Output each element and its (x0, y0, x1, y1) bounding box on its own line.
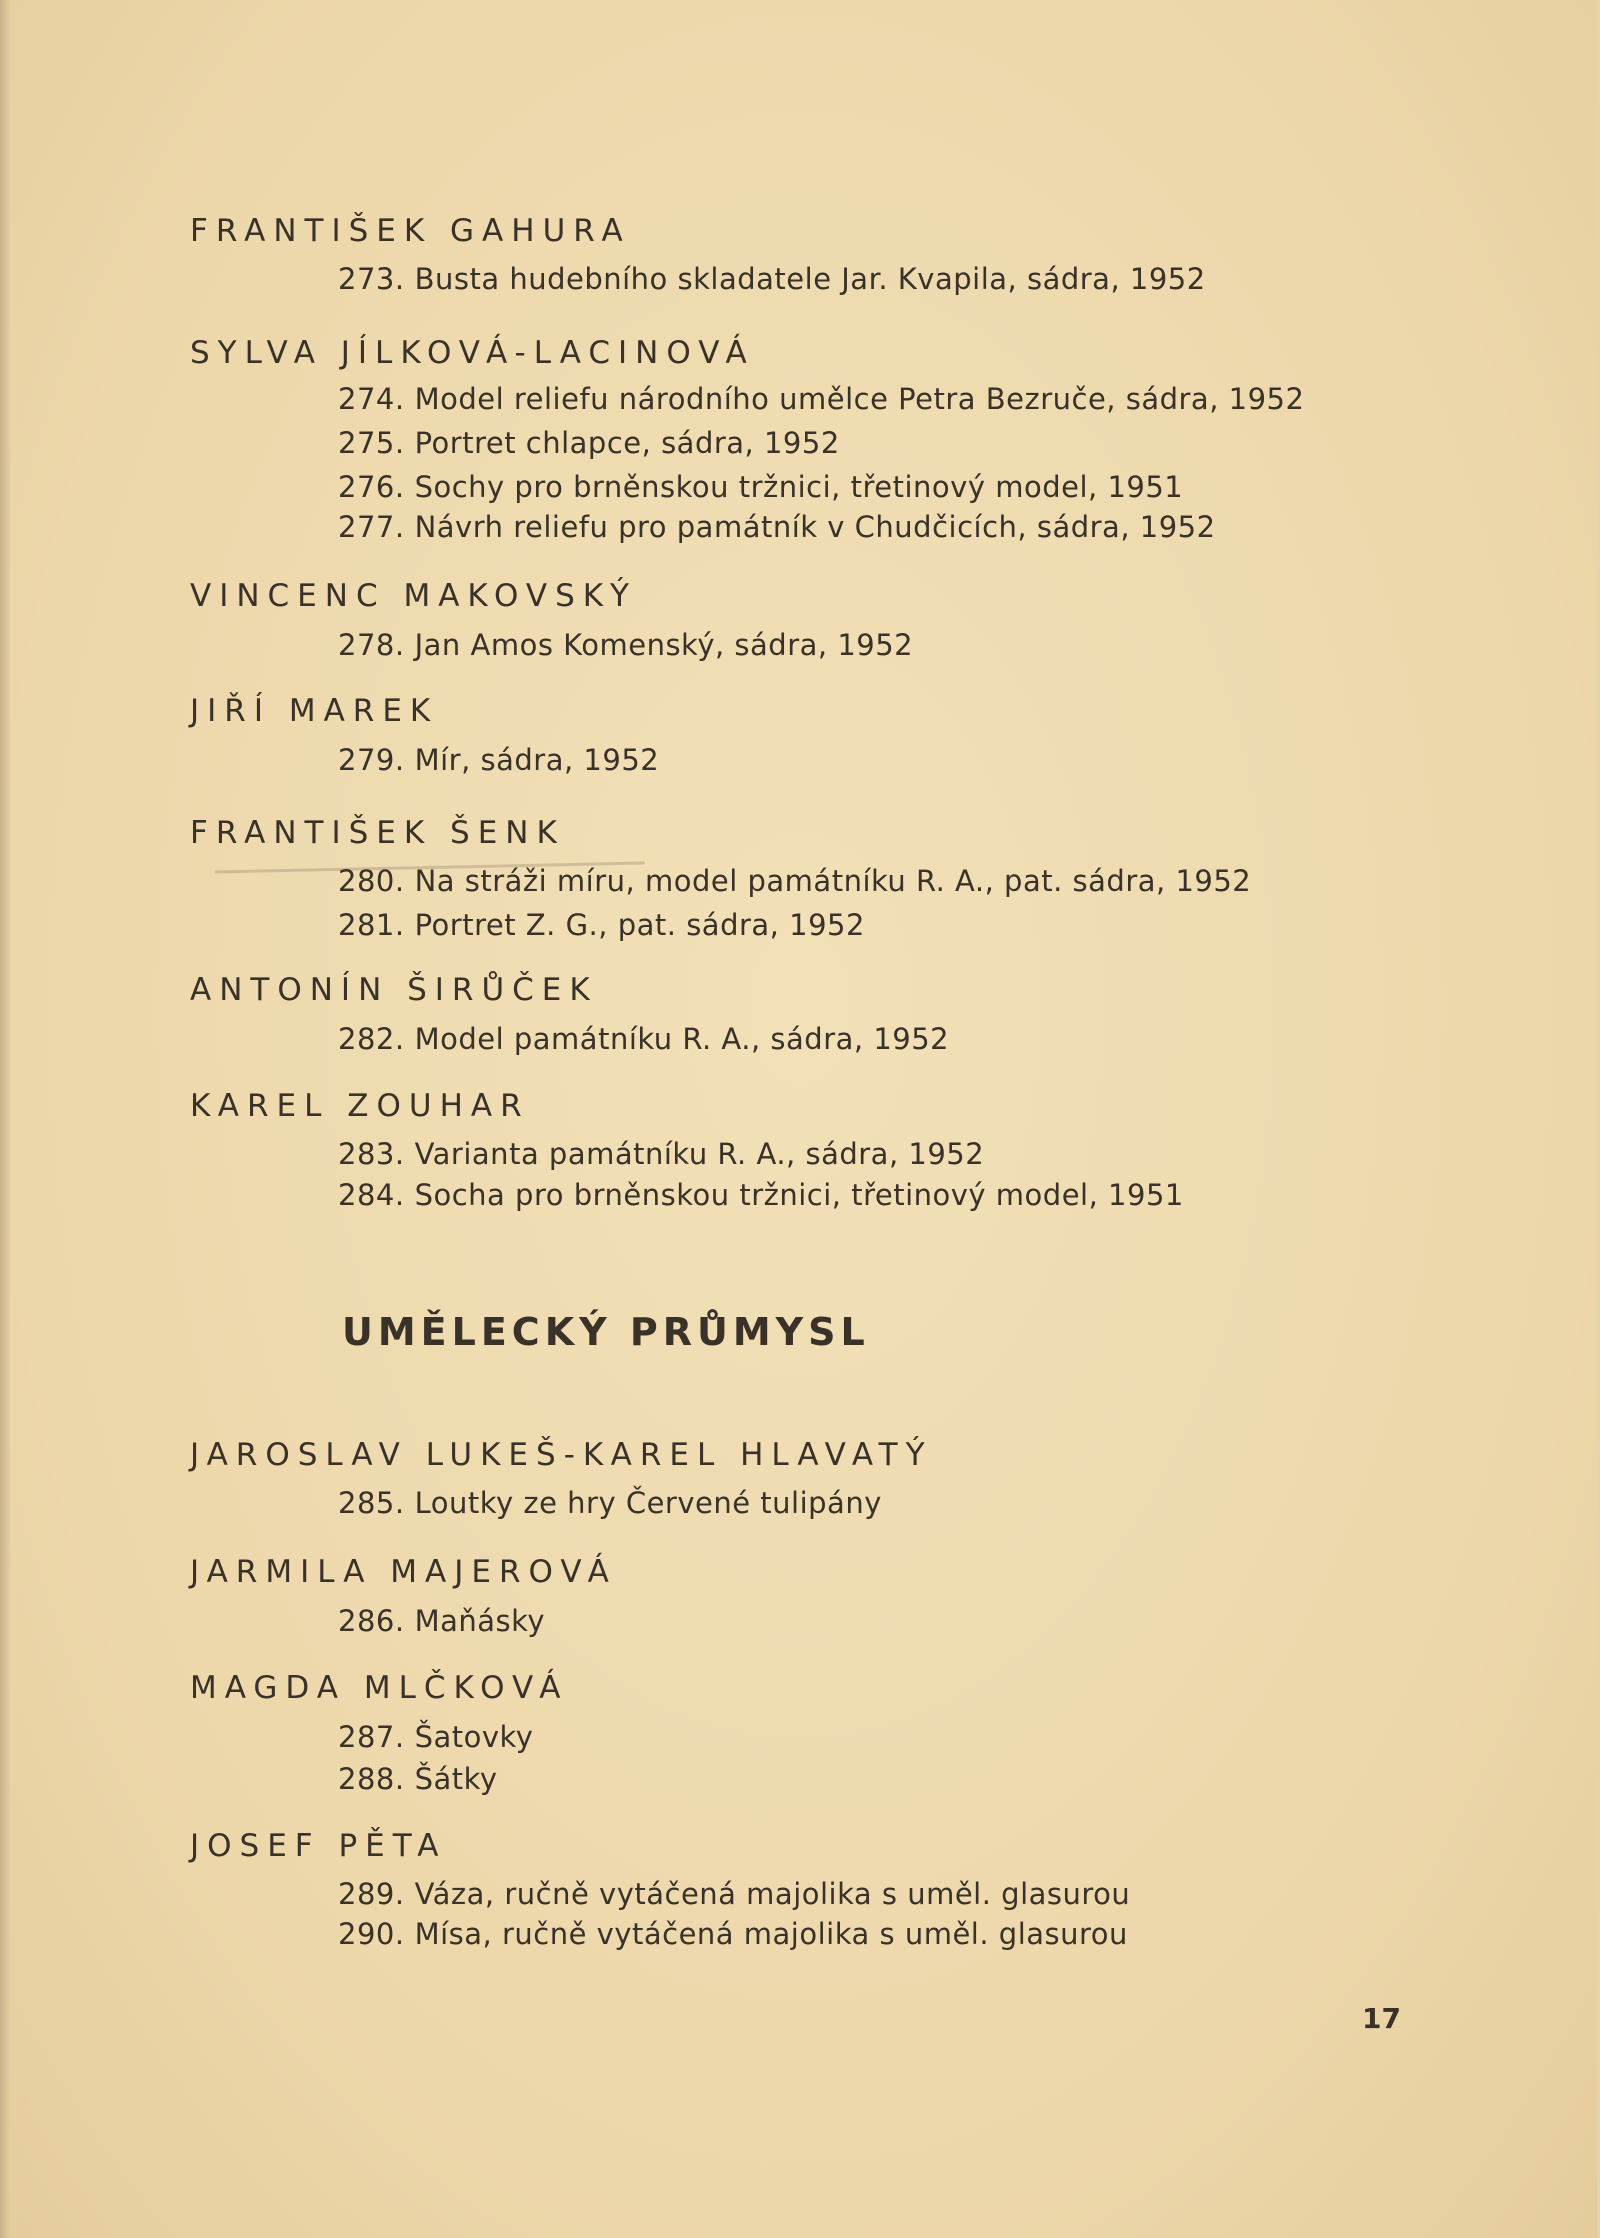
catalog-entry (338, 262, 1206, 296)
artist-name: JOSEF PĚTA (190, 1828, 447, 1864)
artist-name: ANTONÍN ŠIRŮČEK (190, 972, 598, 1008)
entry-text: Loutky ze hry Červené tulipány (414, 1486, 882, 1520)
entry-number: 281. (338, 908, 405, 942)
entry-number: 276. (338, 470, 405, 504)
catalog-entry (338, 426, 840, 460)
entry-number: 274. (338, 382, 405, 416)
artist-name: MAGDA MLČKOVÁ (190, 1670, 569, 1706)
catalog-entry (338, 1877, 1130, 1911)
catalog-entry (338, 1178, 1184, 1212)
entry-number: 288. (338, 1762, 405, 1796)
entry-text: Maňásky (414, 1604, 546, 1638)
entry-text: Socha pro brněnskou tržnici, třetinový model, 1951 (414, 1178, 1184, 1212)
entry-text: Návrh reliefu pro památník v Chudčicích, sádra, 1952 (414, 510, 1216, 544)
entry-number: 282. (338, 1022, 405, 1056)
entry-number: 273. (338, 262, 405, 296)
entry-text: Portret chlapce, sádra, 1952 (414, 426, 840, 460)
catalog-entry (338, 743, 659, 777)
catalog-entry (338, 1486, 882, 1520)
artist-name: JARMILA MAJEROVÁ (190, 1554, 617, 1590)
entry-text: Šatovky (414, 1720, 534, 1754)
page-number: 17 (1362, 2002, 1401, 2035)
entry-number: 289. (338, 1877, 405, 1911)
entry-text: Mír, sádra, 1952 (414, 743, 660, 777)
artist-name: SYLVA JÍLKOVÁ-LACINOVÁ (190, 335, 755, 371)
catalog-entry (338, 864, 1251, 898)
section-title: UMĚLECKÝ PRŮMYSL (342, 1310, 870, 1354)
entry-text: Šátky (414, 1762, 498, 1796)
entry-text: Varianta památníku R. A., sádra, 1952 (414, 1137, 985, 1171)
entry-number: 286. (338, 1604, 405, 1638)
catalog-entry (338, 1917, 1128, 1951)
catalog-entry (338, 1137, 984, 1171)
entry-text: Sochy pro brněnskou tržnici, třetinový model, 1951 (414, 470, 1184, 504)
artist-name: FRANTIŠEK GAHURA (190, 213, 631, 249)
entry-text: Model památníku R. A., sádra, 1952 (414, 1022, 950, 1056)
entry-number: 290. (338, 1917, 405, 1951)
catalog-entry (338, 470, 1183, 504)
catalog-entry (338, 628, 913, 662)
catalog-entry (338, 1720, 533, 1754)
catalog-entry (338, 510, 1216, 544)
entry-number: 280. (338, 864, 405, 898)
artist-name: KAREL ZOUHAR (190, 1088, 530, 1124)
entry-number: 279. (338, 743, 405, 777)
entry-text: Jan Amos Komenský, sádra, 1952 (414, 628, 914, 662)
page-binding-edge (0, 0, 10, 2238)
entry-text: Váza, ručně vytáčená majolika s uměl. glasurou (414, 1877, 1131, 1911)
entry-text: Mísa, ručně vytáčená majolika s uměl. glasurou (414, 1917, 1128, 1951)
entry-text: Na stráži míru, model památníku R. A., pat. sádra, 1952 (414, 864, 1252, 898)
catalog-entry (338, 1604, 545, 1638)
entry-text: Portret Z. G., pat. sádra, 1952 (414, 908, 865, 942)
artist-name: JIŘÍ MAREK (190, 693, 439, 729)
entry-number: 285. (338, 1486, 405, 1520)
catalog-entry (338, 382, 1304, 416)
entry-number: 287. (338, 1720, 405, 1754)
entry-number: 275. (338, 426, 405, 460)
entry-text: Busta hudebního skladatele Jar. Kvapila, sádra, 1952 (414, 262, 1206, 296)
catalog-entry (338, 1762, 498, 1796)
catalog-entry (338, 908, 865, 942)
entry-text: Model reliefu národního umělce Petra Bezruče, sádra, 1952 (414, 382, 1305, 416)
entry-number: 284. (338, 1178, 405, 1212)
artist-name: JAROSLAV LUKEŠ-KAREL HLAVATÝ (190, 1437, 933, 1473)
entry-number: 278. (338, 628, 405, 662)
artist-name: FRANTIŠEK ŠENK (190, 815, 565, 851)
entry-number: 283. (338, 1137, 405, 1171)
catalog-entry (338, 1022, 949, 1056)
artist-name: VINCENC MAKOVSKÝ (190, 578, 637, 614)
entry-number: 277. (338, 510, 405, 544)
